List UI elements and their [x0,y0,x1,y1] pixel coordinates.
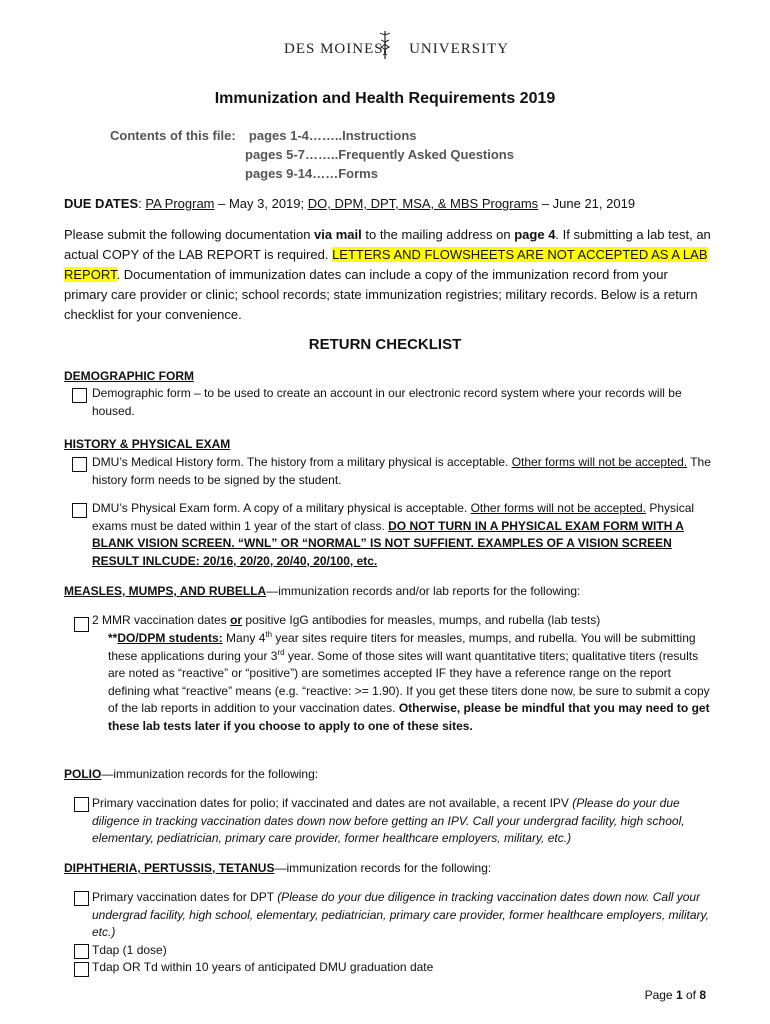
polio-item-note: (Please do your due diligence in tracking vaccination dates down now before getting an IPV. Call your undergrad facility, high school, elementary, pediatrician, primary care provider, former healthcare employers, military, etc.) [92,796,685,845]
mmr-note-bold: Otherwise, please be mindful that you may need to get these lab tests later if you choose to apply to one of these sites. [108,701,710,733]
mmr-item-or: or [230,613,243,627]
history-checkbox[interactable] [72,457,87,472]
intro-text: to the mailing address on [361,227,515,242]
polio-item [92,795,717,848]
intro-text: Please submit the following documentation [64,227,315,242]
checklist-title: RETURN CHECKLIST [308,336,462,353]
polio-item-text: Primary vaccination dates for polio; if vaccinated and dates are not available, a recent IPV [92,796,573,810]
mmr-item-text: positive IgG antibodies for measles, mumps, and rubella (lab tests) [242,613,601,627]
polio-heading-suffix: —immunization records for the following: [101,767,319,781]
page-title: Immunization and Health Requirements 2019 [214,90,556,107]
other-programs: DO, DPM, DPT, MSA, & MBS Programs [307,196,539,211]
history-item-text: DMU’s Medical History form. The history from a military physical is acceptable. [92,455,512,469]
history-item-note: Other forms will not be accepted. [511,455,688,469]
polio-heading [64,767,318,781]
physical-item-warning: DO NOT TURN IN A PHYSICAL EXAM FORM WITH A BLANK VISION SCREEN. “WNL” OR “NORMAL” IS NOT SUFFIENT. EXAMPLES OF A VISION SCREEN RESULT INLCUDE: 20/16, 20/20, 20/40, 20/100, etc. [92,518,684,568]
mmr-heading [64,584,580,598]
mmr-note-prefix: ** [108,631,118,645]
polio-checkbox[interactable] [74,797,89,812]
dpt-checkbox[interactable] [74,891,89,906]
tdap-td-item: Tdap OR Td within 10 years of anticipated DMU graduation date [92,960,434,974]
dpt-item-text: Primary vaccination dates for DPT [92,890,278,904]
contents-item: pages 1-4……..Instructions [248,128,417,143]
page-total: 8 [699,988,706,1002]
pa-date: – May 3, 2019; [214,196,308,211]
physical-item-text: DMU’s Physical Exam form. A copy of a military physical is acceptable. [92,501,471,515]
dpt-item-note: (Please do your due diligence in tracking vaccination dates down now. Call your undergrad facility, high school, elementary, pediatrician, primary care provider, former healthcare employers, military, etc.) [92,890,709,939]
contents-list [110,126,514,183]
mmr-note-text: Many 4 [222,631,266,645]
dpt-heading-suffix: —immunization records for the following: [274,861,492,875]
page-current: 1 [675,988,683,1002]
history-item-text: The history form needs to be signed by the student. [92,455,711,487]
intro-paragraph [64,225,714,325]
pa-program: PA Program [145,196,215,211]
physical-item-text: Physical exams must be dated within 1 year of the start of class. [92,501,695,533]
intro-via-mail: via mail [314,227,362,242]
university-logo [282,30,510,60]
mmr-note-label: DO/DPM students: [117,631,223,645]
history-item [92,454,717,489]
due-dates: DUE DATES: PA Program – May 3, 2019; DO, DPM, DPT, MSA, & MBS Programs – June 21, 2019 [64,196,636,211]
mmr-item [92,612,717,630]
mmr-heading-suffix: —immunization records and/or lab reports for the following: [266,584,581,598]
tdap-checkbox[interactable] [74,944,89,959]
demographic-item: Demographic form – to be used to create an account in our electronic record system where your records will be housed. [92,386,682,418]
mmr-note-sup: th [265,630,273,639]
dpt-heading [64,861,491,875]
physical-item-note: Other forms will not be accepted. [470,501,647,515]
tdap-td-checkbox[interactable] [74,962,89,977]
physical-checkbox[interactable] [72,503,87,518]
polio-heading-label: POLIO [64,767,102,781]
intro-page-ref: page 4 [514,227,556,242]
mmr-note-text: year sites require titers for measles, mumps, and rubella. You will be submitting these applications during your 3 [108,631,696,663]
physical-item [92,500,717,570]
contents-item: pages 5-7……..Frequently Asked Questions [245,147,514,162]
due-dates-label: DUE DATES [64,196,139,211]
logo-text-first: DES MOINES [284,41,384,57]
intro-text: . If submitting a lab test, an actual COPY of the LAB REPORT is required. [64,227,711,262]
mmr-item-text: 2 MMR vaccination dates [92,613,231,627]
page-of: of [682,988,700,1002]
other-date: – June 21, 2019 [538,196,636,211]
intro-text: . Documentation of immunization dates can include a copy of the immunization record from your primary care provider or clinic; school records; state immunization registries; military records. Below is a return checklist for your convenience. [64,267,698,322]
mmr-note-text: year. Some of those sites will want quantitative titers; qualitative titers (results are noted as “reactive” or “positive”) are sometimes accepted IF they have a reference range on the report defining what “reactive” means (e.g. “reactive: >= 1.90). If you get these titers done now, be sure to submit a copy of the lab reports in addition to your vaccination dates. [108,648,710,715]
demographic-heading: DEMOGRAPHIC FORM [64,369,194,383]
contents-item: pages 9-14……Forms [245,166,378,181]
contents-label: Contents of this file: [110,128,236,143]
demographic-checkbox[interactable] [72,388,87,403]
history-heading: HISTORY & PHYSICAL EXAM [64,437,231,451]
intro-highlight: LETTERS AND FLOWSHEETS ARE NOT ACCEPTED AS A LAB REPORT [64,247,708,282]
tdap-item: Tdap (1 dose) [92,943,167,957]
page-label: Page [644,988,676,1002]
mmr-note-sup: rd [277,647,285,657]
logo-text-second: UNIVERSITY [409,41,510,57]
page-number [645,988,706,1002]
mmr-checkbox[interactable] [74,617,89,632]
dpt-item [92,889,717,942]
dpt-heading-label: DIPHTHERIA, PERTUSSIS, TETANUS [64,861,275,875]
mmr-note [108,630,716,735]
mmr-heading-label: MEASLES, MUMPS, AND RUBELLA [64,584,267,598]
